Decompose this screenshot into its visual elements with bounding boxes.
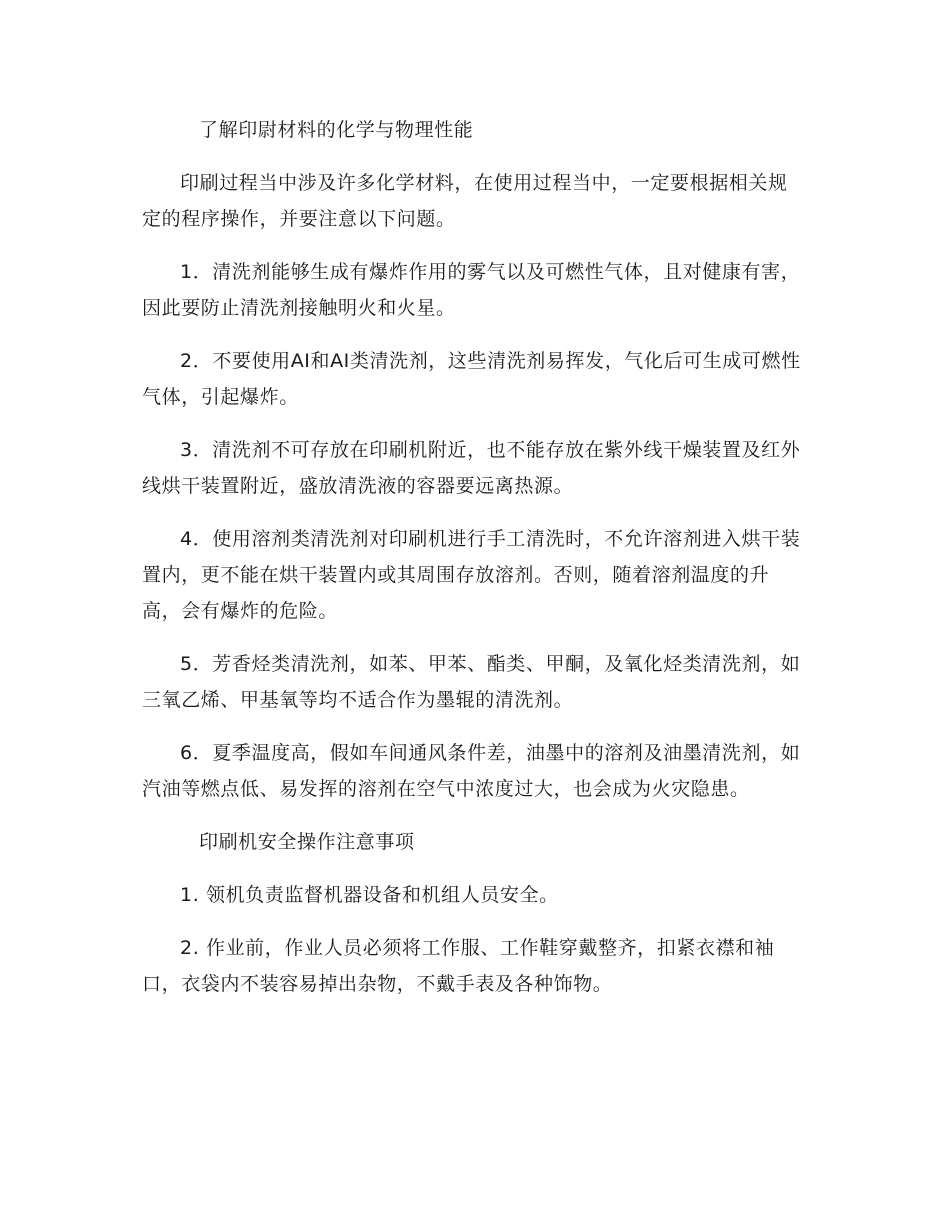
list-item: 3．清洗剂不可存放在印刷机附近，也不能存放在紫外线干燥装置及红外线烘干装置附近，盛放清洗液的容器要远离热源。: [142, 439, 801, 497]
list-item: 2. 作业前，作业人员必须将工作服、工作鞋穿戴整齐，扣紧衣襟和袖口，衣袋内不装容易掉出杂物，不戴手表及各种饰物。: [142, 937, 775, 995]
document-page: [142, 112, 807, 1019]
list-item: 4．使用溶剂类清洗剂对印刷机进行手工清洗时，不允许溶剂进入烘干装置内，更不能在烘干装置内或其周围存放溶剂。否则，随着溶剂温度的升高，会有爆炸的危险。: [142, 528, 801, 622]
intro-paragraph: 印刷过程当中涉及许多化学材料，在使用过程当中，一定要根据相关规定的程序操作，并要注意以下问题。: [142, 172, 788, 230]
list-item: 5．芳香烃类清洗剂，如苯、甲苯、酯类、甲酮，及氧化烃类清洗剂，如三氧乙烯、甲基氧等均不适合作为墨辊的清洗剂。: [142, 653, 801, 711]
list-item: 1. 领机负责监督机器设备和机组人员安全。: [180, 884, 559, 906]
section-title-materials: 了解印尉材料的化学与物理性能: [199, 119, 474, 141]
list-item: 6．夏季温度高，假如车间通风条件差，油墨中的溶剂及油墨清洗剂，如汽油等燃点低、易发挥的溶剂在空气中浓度过大，也会成为火灾隐患。: [142, 742, 801, 800]
list-item: 1．清洗剂能够生成有爆炸作用的雾气以及可燃性气体，且对健康有害，因此要防止清洗剂接触明火和火星。: [142, 261, 801, 319]
section-title-safety: 印刷机安全操作注意事项: [199, 831, 415, 853]
list-item: 2．不要使用AI和AI类清洗剂，这些清洗剂易挥发，气化后可生成可燃性气体，引起爆炸。: [142, 350, 801, 408]
